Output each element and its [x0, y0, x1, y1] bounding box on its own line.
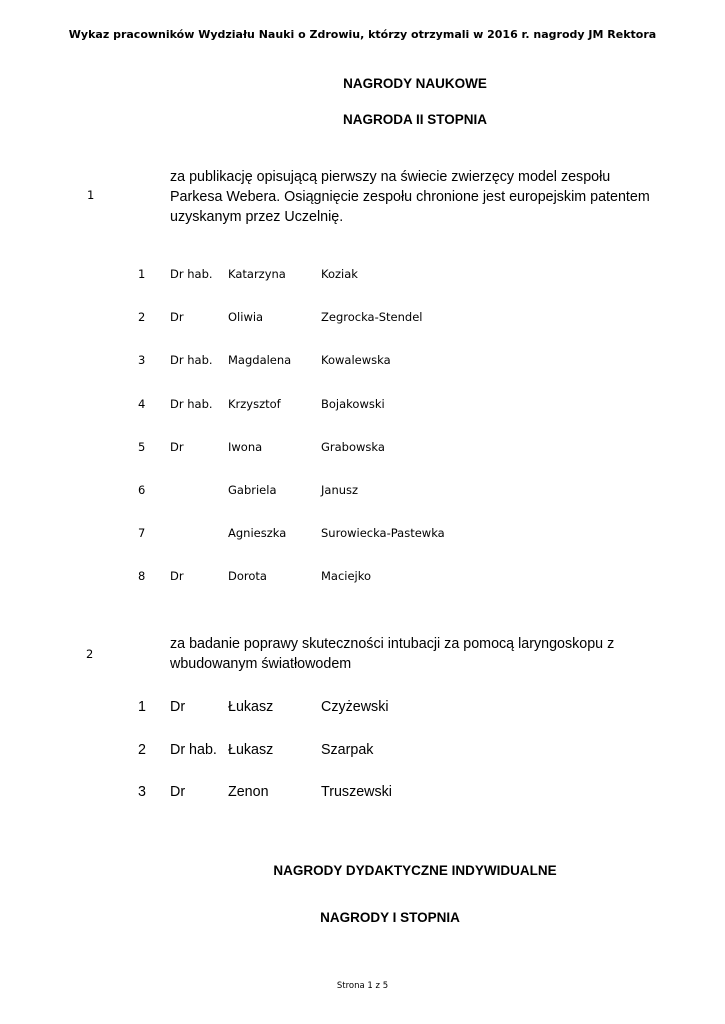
person-number: 4 — [138, 396, 146, 411]
person-first-name: Dorota — [228, 569, 267, 584]
person-number: 2 — [138, 741, 146, 758]
person-last-name: Zegrocka-Stendel — [321, 310, 423, 325]
person-first-name: Iwona — [228, 439, 263, 454]
document-header: Wykaz pracowników Wydziału Nauki o Zdrowiu, którzy otrzymali w 2016 r. nagrody JM Rektora — [68, 28, 657, 41]
person-last-name: Surowiecka-Pastewka — [321, 526, 445, 541]
person-last-name: Grabowska — [321, 439, 385, 454]
person-first-name: Agnieszka — [228, 526, 287, 541]
person-first-name: Gabriela — [228, 483, 277, 497]
award-number: 2 — [86, 647, 94, 661]
award-description — [170, 167, 650, 227]
person-last-name: Koziak — [321, 267, 358, 281]
person-last-name: Kowalewska — [321, 353, 391, 368]
section-subheading-first-degree: NAGRODY I STOPNIA — [320, 910, 460, 925]
person-first-name: Katarzyna — [228, 267, 286, 281]
award-number: 1 — [87, 188, 95, 202]
person-number: 1 — [138, 267, 146, 281]
award-description-line: wbudowanym światłowodem — [170, 656, 352, 672]
person-title: Dr hab. — [170, 267, 213, 281]
page-footer: Strona 1 z 5 — [336, 981, 389, 991]
person-first-name: Łukasz — [228, 699, 274, 715]
person-number: 5 — [138, 439, 146, 454]
person-last-name: Czyżewski — [321, 699, 389, 715]
section-heading-scientific: NAGRODY NAUKOWE — [343, 76, 487, 91]
person-title: Dr hab. — [170, 741, 217, 758]
section-heading-didactic: NAGRODY DYDAKTYCZNE INDYWIDUALNE — [273, 863, 557, 878]
person-number: 1 — [138, 699, 146, 715]
person-first-name: Oliwia — [228, 310, 264, 325]
person-last-name: Bojakowski — [321, 396, 385, 411]
person-number: 3 — [138, 353, 146, 368]
person-first-name: Zenon — [228, 784, 269, 800]
award-description-line: uzyskanym przez Uczelnię. — [170, 209, 344, 225]
award-description — [170, 634, 614, 674]
person-number: 2 — [138, 310, 146, 325]
person-last-name: Maciejko — [321, 569, 372, 584]
person-number: 8 — [138, 569, 146, 584]
person-last-name: Janusz — [321, 483, 359, 497]
person-title: Dr — [170, 699, 186, 715]
person-number: 3 — [138, 784, 146, 800]
person-number: 7 — [138, 526, 146, 541]
person-title: Dr — [170, 310, 184, 325]
person-title: Dr — [170, 569, 184, 584]
award-description-line: Parkesa Webera. Osiągnięcie zespołu chronione jest europejskim patentem — [170, 189, 650, 205]
person-number: 6 — [138, 483, 146, 497]
person-first-name: Magdalena — [228, 353, 292, 368]
section-subheading-second-degree: NAGRODA II STOPNIA — [342, 112, 487, 127]
person-title: Dr hab. — [170, 353, 213, 368]
person-title: Dr — [170, 784, 186, 800]
person-first-name: Krzysztof — [228, 396, 281, 411]
person-last-name: Szarpak — [321, 741, 374, 758]
award-description-line: za badanie poprawy skuteczności intubacji za pomocą laryngoskopu z — [170, 636, 615, 652]
person-title: Dr hab. — [170, 396, 213, 411]
award-description-line: za publikację opisującą pierwszy na świecie zwierzęcy model zespołu — [170, 169, 611, 185]
person-first-name: Łukasz — [228, 741, 274, 758]
person-title: Dr — [170, 439, 184, 454]
person-last-name: Truszewski — [321, 784, 392, 800]
